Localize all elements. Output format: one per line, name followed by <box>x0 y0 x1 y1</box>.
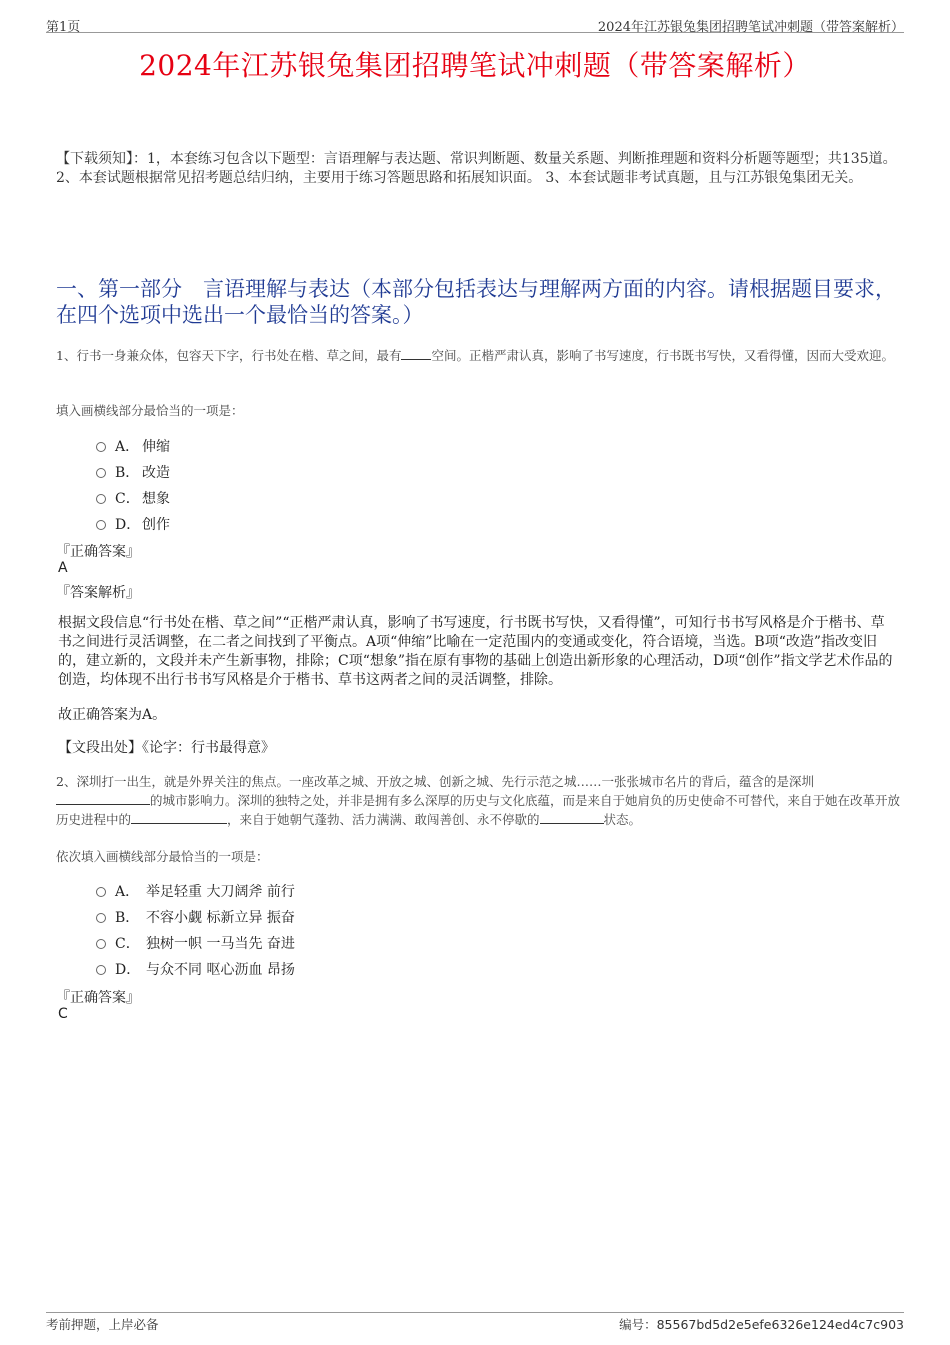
footer-code-label: 编号： <box>619 1317 657 1332</box>
page-footer <box>46 1312 904 1332</box>
option-letter: D． <box>115 517 141 533</box>
question-1-stem-before: 1、行书一身兼众体，包容天下字，行书处在楷、草之间，最有 <box>56 348 402 363</box>
question-1-analysis-label: 『答案解析』 <box>56 585 140 601</box>
question-1-source: 【文段出处】《论字：行书最得意》 <box>58 740 275 756</box>
option-text: 改造 <box>142 465 170 481</box>
question-2-stem-part4: 状态。 <box>603 812 642 827</box>
section-heading: 一、第一部分 言语理解与表达（本部分包括表达与理解两方面的内容。请根据题目要求，在四个选项中选出一个最恰当的答案。） <box>56 277 896 327</box>
document-title: 2024年江苏银兔集团招聘笔试冲刺题（带答案解析） <box>139 49 811 82</box>
question-2-stem-part2: 的城市影响力。深圳的独特之处，并非是拥有多么深厚的历史与文化底蕴，而是来自于她肩负的历史使命不可替代，来自于她在改革开放历史进程中的 <box>56 793 901 827</box>
option-text: 举足轻重 大刀阔斧 前行 <box>146 884 295 900</box>
question-2-options <box>96 881 696 985</box>
question-1-prompt: 填入画横线部分最恰当的一项是： <box>56 403 244 418</box>
radio-button[interactable] <box>96 913 106 923</box>
question-2-option-d[interactable] <box>96 959 696 985</box>
option-text: 想象 <box>142 491 170 507</box>
question-1-conclusion: 故正确答案为A。 <box>58 707 167 723</box>
question-1-options <box>96 436 696 540</box>
question-1-stem-after: 空间。正楷严肃认真，影响了书写速度，行书既书写快，又看得懂，因而大受欢迎。 <box>431 348 894 363</box>
radio-button[interactable] <box>96 442 106 452</box>
option-text: 伸缩 <box>142 439 170 455</box>
question-2-stem <box>56 772 901 829</box>
radio-button[interactable] <box>96 494 106 504</box>
question-2-option-c[interactable] <box>96 933 696 959</box>
radio-button[interactable] <box>96 520 106 530</box>
radio-button[interactable] <box>96 468 106 478</box>
radio-button[interactable] <box>96 965 106 975</box>
question-2-answer: C <box>58 1006 68 1022</box>
page-header <box>46 14 904 33</box>
question-1-option-c[interactable] <box>96 488 696 514</box>
question-1-correct-answer-label: 『正确答案』 <box>56 544 140 560</box>
question-2-stem-part1: 2、深圳打一出生，就是外界关注的焦点。一座改革之城、开放之城、创新之城、先行示范之城……一张张城市名片的背后，蕴含的是深圳 <box>56 774 814 789</box>
footer-slogan: 考前押题，上岸必备 <box>46 1317 159 1332</box>
header-doc-name: 2024年江苏银兔集团招聘笔试冲刺题（带答案解析） <box>597 20 904 35</box>
question-2-blank-2 <box>131 810 227 824</box>
footer-code <box>619 1315 904 1333</box>
option-letter: D． <box>115 962 141 978</box>
option-text: 与众不同 呕心沥血 昂扬 <box>146 962 295 978</box>
option-text: 不容小觑 标新立异 振奋 <box>146 910 295 926</box>
download-notice: 【下载须知】：1，本套练习包含以下题型：言语理解与表达题、常识判断题、数量关系题、判断推理题和资料分析题等题型；共135道。 2、本套试题根据常见招考题总结归纳，主要用于练习答题思路和拓展知识面。 3、本套试题非考试真题，且与江苏银兔集团无关。 <box>56 151 897 186</box>
radio-button[interactable] <box>96 887 106 897</box>
footer-code-value: 85567bd5d2e5efe6326e124ed4c7c903 <box>656 1317 904 1332</box>
question-2-stem-part3: ，来自于她朝气蓬勃、活力满满、敢闯善创、永不停歇的 <box>227 812 540 827</box>
option-text: 独树一帜 一马当先 奋进 <box>146 936 295 952</box>
question-1-blank <box>401 346 431 360</box>
question-2-correct-answer-label: 『正确答案』 <box>56 990 140 1006</box>
radio-button[interactable] <box>96 939 106 949</box>
question-2-option-b[interactable] <box>96 907 696 933</box>
option-letter: C． <box>115 491 140 507</box>
question-2-prompt: 依次填入画横线部分最恰当的一项是： <box>56 849 269 864</box>
option-letter: A． <box>115 884 140 900</box>
question-1-option-b[interactable] <box>96 462 696 488</box>
option-letter: C． <box>115 936 140 952</box>
question-2-option-a[interactable] <box>96 881 696 907</box>
question-2-blank-3 <box>540 810 604 824</box>
page-number: 第1页 <box>46 20 81 35</box>
option-letter: B． <box>115 465 140 481</box>
option-letter: A． <box>115 439 140 455</box>
question-1-stem <box>56 346 901 365</box>
question-1-analysis: 根据文段信息“行书处在楷、草之间”“正楷严肃认真，影响了书写速度，行书既书写快，又看得懂”，可知行书书写风格是介于楷书、草书之间进行灵活调整，在二者之间找到了平衡点。A项“伸缩”比喻在一定范围内的变通或变化，符合语境，当选。B项“改造”指改变旧的，建立新的，文段并未产生新事物，排除；C项“想象”指在原有事物的基础上创造出新形象的心理活动，D项“创作”指文学艺术作品的创造，均体现不出行书书写风格是介于楷书、草书这两者之间的灵活调整，排除。 <box>58 615 893 688</box>
question-2-blank-1 <box>56 791 150 805</box>
question-1-answer: A <box>58 560 68 576</box>
option-text: 创作 <box>142 517 170 533</box>
question-1-option-a[interactable] <box>96 436 696 462</box>
question-1-option-d[interactable] <box>96 514 696 540</box>
option-letter: B． <box>115 910 140 926</box>
